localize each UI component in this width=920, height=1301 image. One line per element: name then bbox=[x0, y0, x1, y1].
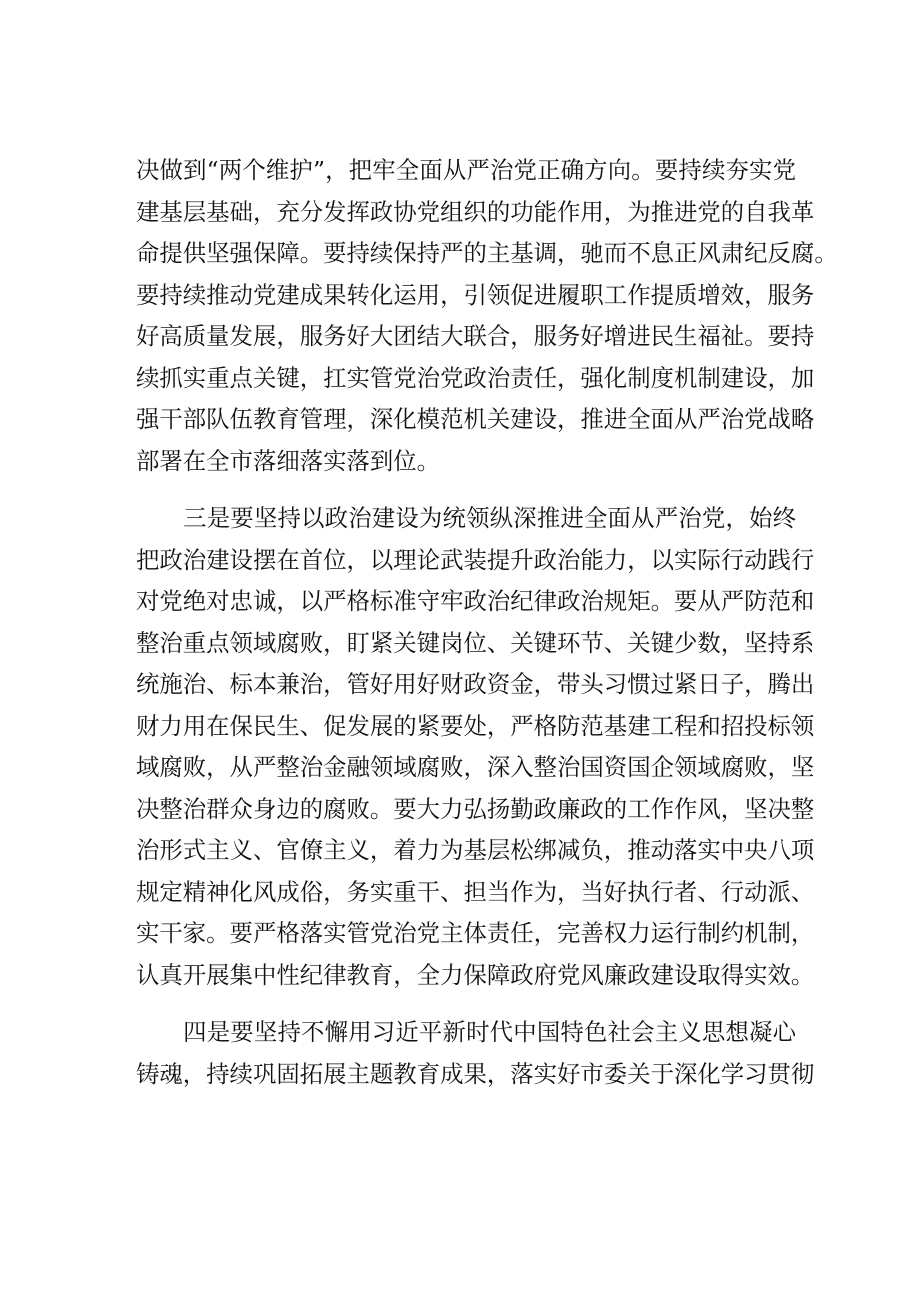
text-line: 财力用在保民生、促发展的紧要处，严格防范基建工程和招投标领 bbox=[136, 711, 815, 740]
text-line: 认真开展集中性纪律教育，全力保障政府党风廉政建设取得实效。 bbox=[136, 960, 815, 989]
text-line: 部署在全市落细落实落到位。 bbox=[136, 446, 441, 475]
text-line: 铸魂，持续巩固拓展主题教育成果，落实好市委关于深化学习贯彻 bbox=[136, 1059, 815, 1088]
text-line: 实干家。要严格落实管党治党主体责任，完善权力运行制约机制， bbox=[136, 919, 815, 947]
paragraph-gap bbox=[136, 996, 796, 1012]
text-line: 对党绝对忠诚，以严格标准守牢政治纪律政治规矩。要从严防范和 bbox=[136, 587, 815, 615]
text-line: 整治重点领域腐败，盯紧关键岗位、关键环节、关键少数，坚持系 bbox=[136, 628, 815, 657]
text-line: 三是要坚持以政治建设为统领纵深推进全面从严治党，始终 bbox=[136, 504, 796, 532]
text-line: 四是要坚持不懈用习近平新时代中国特色社会主义思想凝心 bbox=[136, 1018, 796, 1046]
text-line: 规定精神化风成俗，务实重干、担当作为，当好执行者、行动派、 bbox=[136, 877, 815, 906]
paragraph-3 bbox=[136, 1012, 815, 1095]
paragraph-gap bbox=[136, 482, 796, 498]
document-body bbox=[136, 150, 838, 1095]
text-line: 把政治建设摆在首位，以理论武装提升政治能力，以实际行动践行 bbox=[136, 545, 815, 574]
text-line: 决整治群众身边的腐败。要大力弘扬勤政廉政的工作作风，坚决整 bbox=[136, 794, 815, 823]
text-line: 要持续推动党建成果转化运用，引领促进履职工作提质增效，服务 bbox=[136, 280, 815, 309]
text-line: 续抓实重点关键，扛实管党治党政治责任，强化制度机制建设，加 bbox=[136, 363, 815, 392]
text-line: 域腐败，从严整治金融领域腐败，深入整治国资国企领域腐败，坚 bbox=[136, 753, 815, 781]
paragraph-1 bbox=[136, 150, 838, 482]
text-line: 建基层基础，充分发挥政协党组织的功能作用，为推进党的自我革 bbox=[136, 197, 815, 226]
text-line: 决做到“两个维护”，把牢全面从严治党正确方向。要持续夯实党 bbox=[136, 156, 796, 184]
text-line: 好高质量发展，服务好大团结大联合，服务好增进民生福祉。要持 bbox=[136, 322, 815, 350]
text-line: 治形式主义、官僚主义，着力为基层松绑减负，推动落实中央八项 bbox=[136, 836, 815, 864]
text-line: 命提供坚强保障。要持续保持严的主基调，驰而不息正风肃纪反腐。 bbox=[136, 239, 838, 267]
paragraph-2 bbox=[136, 498, 815, 996]
text-line: 强干部队伍教育管理，深化模范机关建设，推进全面从严治党战略 bbox=[136, 405, 815, 433]
text-line: 统施治、标本兼治，管好用好财政资金，带头习惯过紧日子，腾出 bbox=[136, 670, 815, 698]
